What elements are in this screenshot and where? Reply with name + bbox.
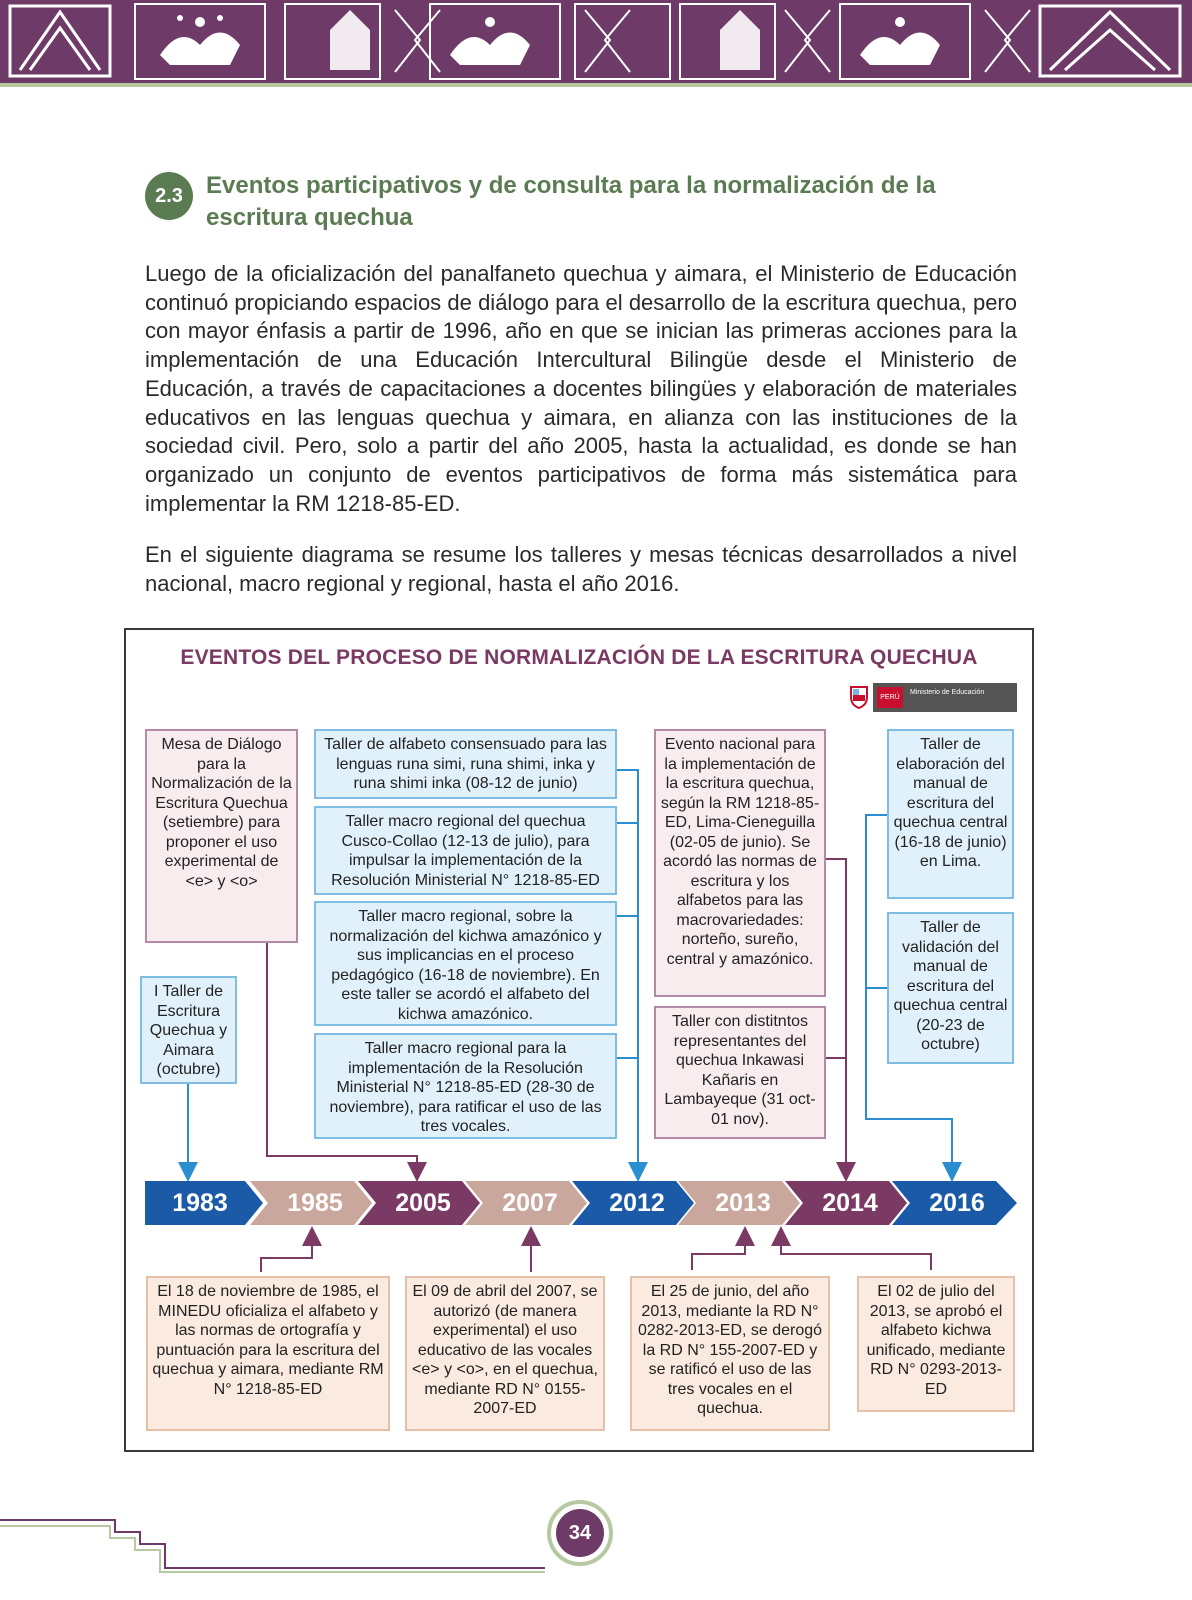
box-2007-note: El 09 de abril del 2007, se autorizó (de manera experimental) el uso educativo de las vocales <e> y <o>, en el quechua, mediante RD N° 0155-2007-ED	[405, 1276, 605, 1431]
year-label: 1983	[172, 1189, 228, 1217]
year-label: 2005	[395, 1189, 451, 1217]
body-paragraph-2: En el siguiente diagrama se resume los talleres y mesas técnicas desarrollados a nivel nacional, macro regional y regional, hasta el año 2016.	[145, 542, 1017, 596]
year-label: 2012	[609, 1189, 665, 1217]
box-taller-alfabeto: Taller de alfabeto consensuado para las lenguas runa simi, runa shimi, inka y runa shimi inka (08-12 de junio)	[314, 729, 617, 799]
box-taller-implementacion: Taller macro regional para la implementación de la Resolución Ministerial N° 1218-85-ED (28-30 de noviembre), para ratificar el uso de las tres vocales.	[314, 1033, 617, 1139]
diagram-title: EVENTOS DEL PROCESO DE NORMALIZACIÓN DE LA ESCRITURA QUECHUA	[180, 646, 978, 669]
year-label: 1985	[287, 1189, 343, 1217]
box-taller-cusco: Taller macro regional del quechua Cusco-Collao (12-13 de julio), para impulsar la implementación de la Resolución Ministerial N° 1218-85-ED	[314, 806, 617, 895]
box-taller-1983: I Taller de Escritura Quechua y Aimara (octubre)	[140, 976, 237, 1084]
box-evento-nacional: Evento nacional para la implementación de la escritura quechua, según la RM 1218-85-ED, Lima-Cieneguilla (02-05 de junio). Se acordó las normas de escritura y los alfabetos para las macrovariedades: norteño, sureño, central y amazónico.	[654, 729, 826, 997]
box-2013-note-a: El 25 de junio, del año 2013, mediante la RD N° 0282-2013-ED, se derogó la RD N° 155-2007-ED y se ratificó el uso de las tres vocales en el quechua.	[630, 1276, 830, 1431]
box-mesa-dialogo: Mesa de Diálogo para la Normalización de la Escritura Quechua (setiembre) para proponer el uso experimental de <e> y <o>	[145, 729, 298, 943]
body-paragraph-1: Luego de la oficialización del panalfaneto quechua y aimara, el Ministerio de Educación continuó propiciando espacios de diálogo para el desarrollo de la escritura quechua, pero con mayor énfasis a partir de 1996, año en que se inician las primeras acciones para la implementación de una Educación Intercultural Bilingüe desde el Ministerio de Educación, a través de capacitaciones a docentes bilingües y elaboración de materiales educativos en las lenguas quechua y aimara, en alianza con las instituciones de la sociedad civil. Pero, solo a partir del año 2005, hasta la actualidad, es donde se han organizado un conjunto de eventos participativos de forma más sistemática para implementar la RM 1218-85-ED.	[145, 261, 1017, 516]
year-label: 2014	[822, 1189, 878, 1217]
year-label: 2013	[715, 1189, 771, 1217]
section-title: Eventos participativos y de consulta para la normalización de la escritura quechua	[206, 172, 936, 231]
section-number-badge: 2.3	[145, 172, 193, 220]
year-label: 2016	[929, 1189, 985, 1217]
year-label: 2007	[502, 1189, 558, 1217]
box-taller-kichwa: Taller macro regional, sobre la normalización del kichwa amazónico y sus implicancias en el proceso pedagógico (16-18 de noviembre). En este taller se acordó el alfabeto del kichwa amazónico.	[314, 901, 617, 1026]
page-number: 34	[556, 1509, 604, 1557]
ministry-label: Ministerio de Educación	[910, 689, 985, 696]
box-taller-inkawasi: Taller con distitntos representantes del quechua Inkawasi Kañaris en Lambayeque (31 oct-01 nov).	[654, 1006, 826, 1139]
box-1985-note: El 18 de noviembre de 1985, el MINEDU oficializa el alfabeto y las normas de ortografía y puntuación para la escritura del quechua y aimara, mediante RM N° 1218-85-ED	[146, 1276, 390, 1431]
peru-label: PERÚ	[877, 687, 903, 708]
box-taller-validacion: Taller de validación del manual de escritura del quechua central (20-23 de octubre)	[887, 912, 1014, 1064]
box-2013-note-b: El 02 de julio del 2013, se aprobó el alfabeto kichwa unificado, mediante RD N° 0293-2013-ED	[857, 1276, 1015, 1412]
box-taller-elaboracion: Taller de elaboración del manual de escritura del quechua central (16-18 de junio) en Lima.	[887, 729, 1014, 899]
